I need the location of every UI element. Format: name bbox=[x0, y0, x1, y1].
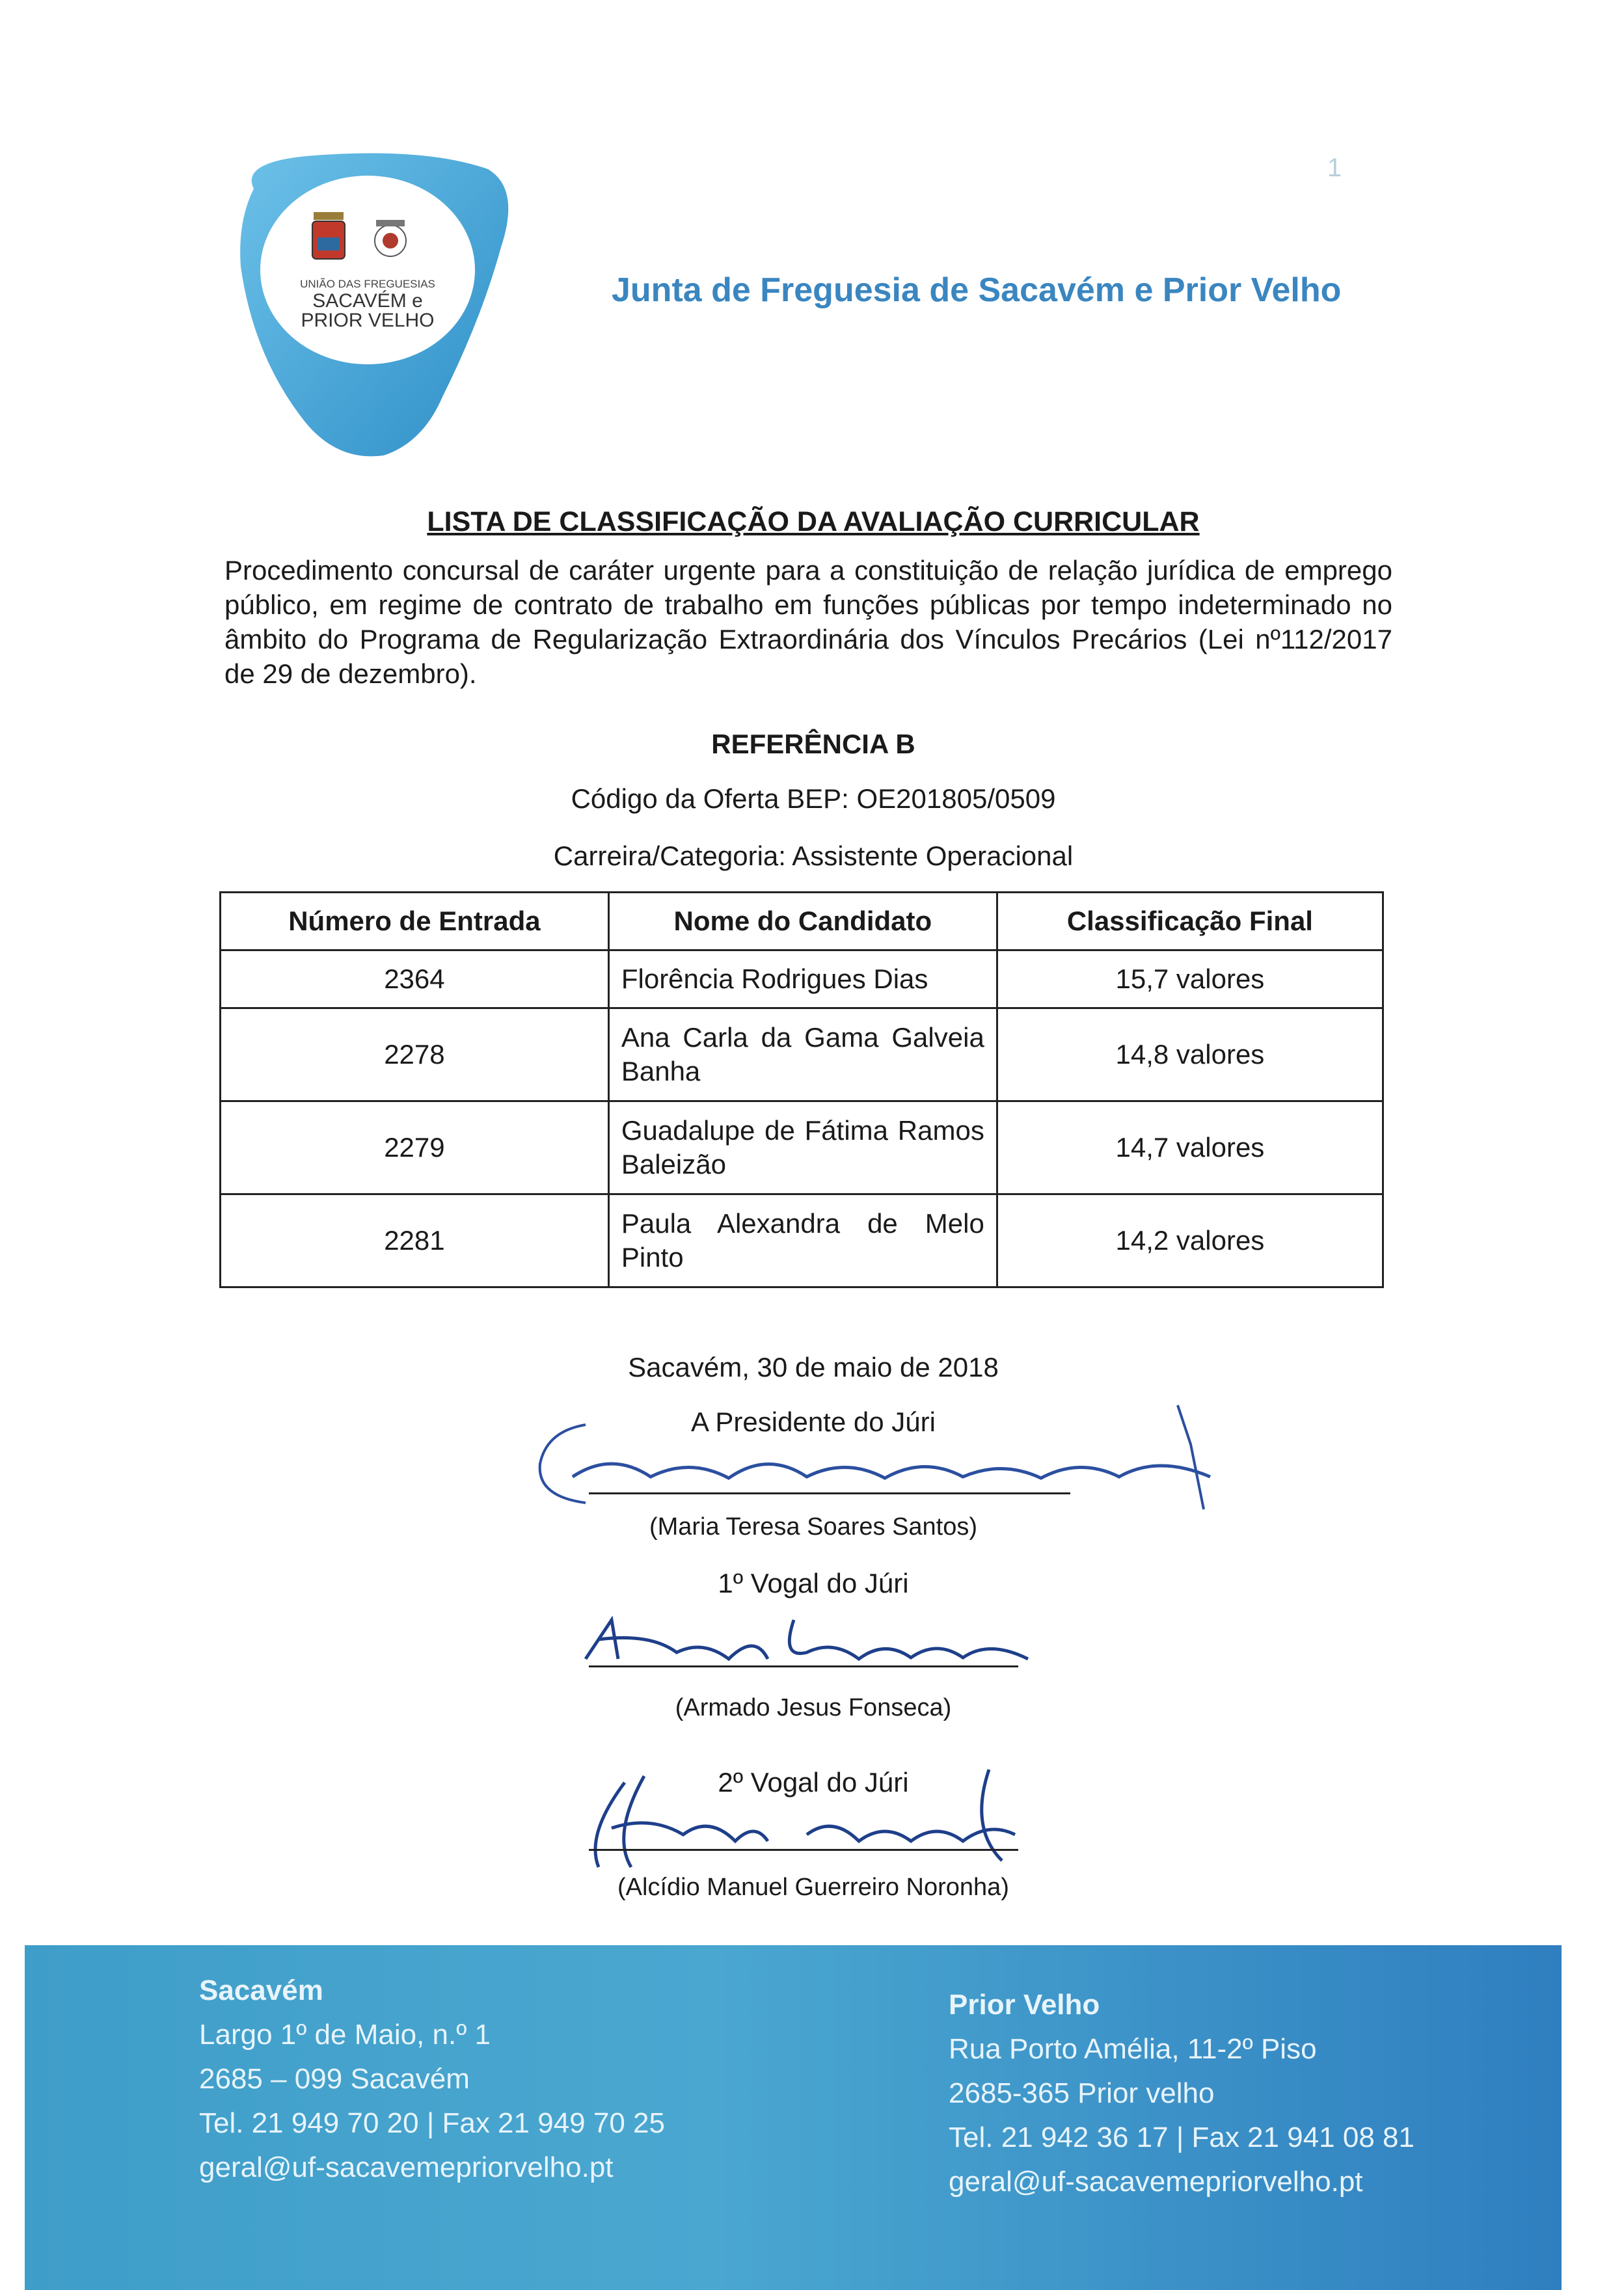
table-header-row bbox=[221, 893, 1383, 950]
table-row bbox=[221, 1008, 1383, 1101]
logo-line3: PRIOR VELHO bbox=[301, 310, 435, 331]
vogal2-name: (Alcídio Manuel Guerreiro Noronha) bbox=[617, 1874, 1009, 1901]
final-score: 14,8 valores bbox=[997, 1008, 1383, 1101]
vogal1-role: 1º Vogal do Júri bbox=[718, 1568, 909, 1598]
place-date: Sacavém, 30 de maio de 2018 bbox=[628, 1352, 999, 1382]
table-row bbox=[221, 1194, 1383, 1287]
header-candidate-name: Nome do Candidato bbox=[608, 893, 997, 950]
footer-prior-velho-title: Prior Velho bbox=[949, 1989, 1100, 2021]
document-title: LISTA DE CLASSIFICAÇÃO DA AVALIAÇÃO CURRICULAR bbox=[427, 506, 1200, 537]
footer-prior-velho-email[interactable]: geral@uf-sacavemepriorvelho.pt bbox=[949, 2166, 1363, 2198]
entry-number: 2279 bbox=[221, 1101, 609, 1194]
header-entry-number: Número de Entrada bbox=[221, 893, 609, 950]
offer-code: Código da Oferta BEP: OE201805/0509 bbox=[571, 783, 1056, 814]
vogal2-signature-line bbox=[589, 1849, 1018, 1851]
header-final-score: Classificação Final bbox=[997, 893, 1383, 950]
vogal1-name: (Armado Jesus Fonseca) bbox=[675, 1694, 952, 1721]
president-role: A Presidente do Júri bbox=[691, 1407, 936, 1437]
final-score: 14,7 valores bbox=[997, 1101, 1383, 1194]
footer-prior-velho-address1: Rua Porto Amélia, 11-2º Piso bbox=[949, 2033, 1317, 2065]
footer-sacavem-address1: Largo 1º de Maio, n.º 1 bbox=[199, 2019, 491, 2051]
president-signature-line bbox=[589, 1492, 1070, 1494]
footer-prior-velho-address2: 2685-365 Prior velho bbox=[949, 2077, 1215, 2109]
candidate-name: Guadalupe de Fátima Ramos Baleizão bbox=[608, 1101, 997, 1194]
logo-line1: UNIÃO DAS FREGUESIAS bbox=[300, 278, 435, 290]
candidate-name: Ana Carla da Gama Galveia Banha bbox=[608, 1008, 997, 1101]
parish-union-logo bbox=[228, 150, 514, 462]
footer-prior-velho bbox=[949, 1983, 1414, 2204]
final-score: 14,2 valores bbox=[997, 1194, 1383, 1287]
footer-sacavem-phone: Tel. 21 949 70 20 | Fax 21 949 70 25 bbox=[199, 2107, 665, 2139]
classification-table bbox=[219, 891, 1384, 1288]
vogal1-signature-line bbox=[589, 1665, 1018, 1667]
candidate-name: Paula Alexandra de Melo Pinto bbox=[608, 1194, 997, 1287]
entry-number: 2364 bbox=[221, 950, 609, 1008]
vogal1-signature bbox=[573, 1607, 1054, 1678]
vogal2-role: 2º Vogal do Júri bbox=[718, 1767, 909, 1798]
reference-heading: REFERÊNCIA B bbox=[711, 729, 915, 759]
table-row bbox=[221, 950, 1383, 1008]
entry-number: 2278 bbox=[221, 1008, 609, 1101]
org-name: Junta de Freguesia de Sacavém e Prior Velho bbox=[612, 271, 1342, 309]
logo-line2: SACAVÉM e bbox=[312, 290, 423, 312]
vogal2-signature bbox=[573, 1757, 1041, 1887]
document-intro: Procedimento concursal de caráter urgente para a constituição de relação jurídica de emprego público, em regime de contrato de trabalho em funções públicas por tempo indeterminado no âmbito do Programa de Regularização Extraordinária dos Vínculos Precários (Lei nº112/2017 de 29 de dezembro). bbox=[224, 555, 1392, 689]
candidate-name: Florência Rodrigues Dias bbox=[608, 950, 997, 1008]
footer-sacavem-title: Sacavém bbox=[199, 1974, 323, 2006]
president-name: (Maria Teresa Soares Santos) bbox=[649, 1513, 978, 1541]
entry-number: 2281 bbox=[221, 1194, 609, 1287]
table-row bbox=[221, 1101, 1383, 1194]
final-score: 15,7 valores bbox=[997, 950, 1383, 1008]
footer-contacts bbox=[25, 1945, 1562, 2290]
footer-prior-velho-phone: Tel. 21 942 36 17 | Fax 21 941 08 81 bbox=[949, 2122, 1414, 2153]
footer-sacavem-address2: 2685 – 099 Sacavém bbox=[199, 2063, 470, 2095]
footer-sacavem-email[interactable]: geral@uf-sacavemepriorvelho.pt bbox=[199, 2151, 614, 2183]
career-category: Carreira/Categoria: Assistente Operacional bbox=[553, 841, 1074, 871]
footer-sacavem bbox=[199, 1969, 665, 2190]
page-number: 1 bbox=[1327, 154, 1342, 182]
